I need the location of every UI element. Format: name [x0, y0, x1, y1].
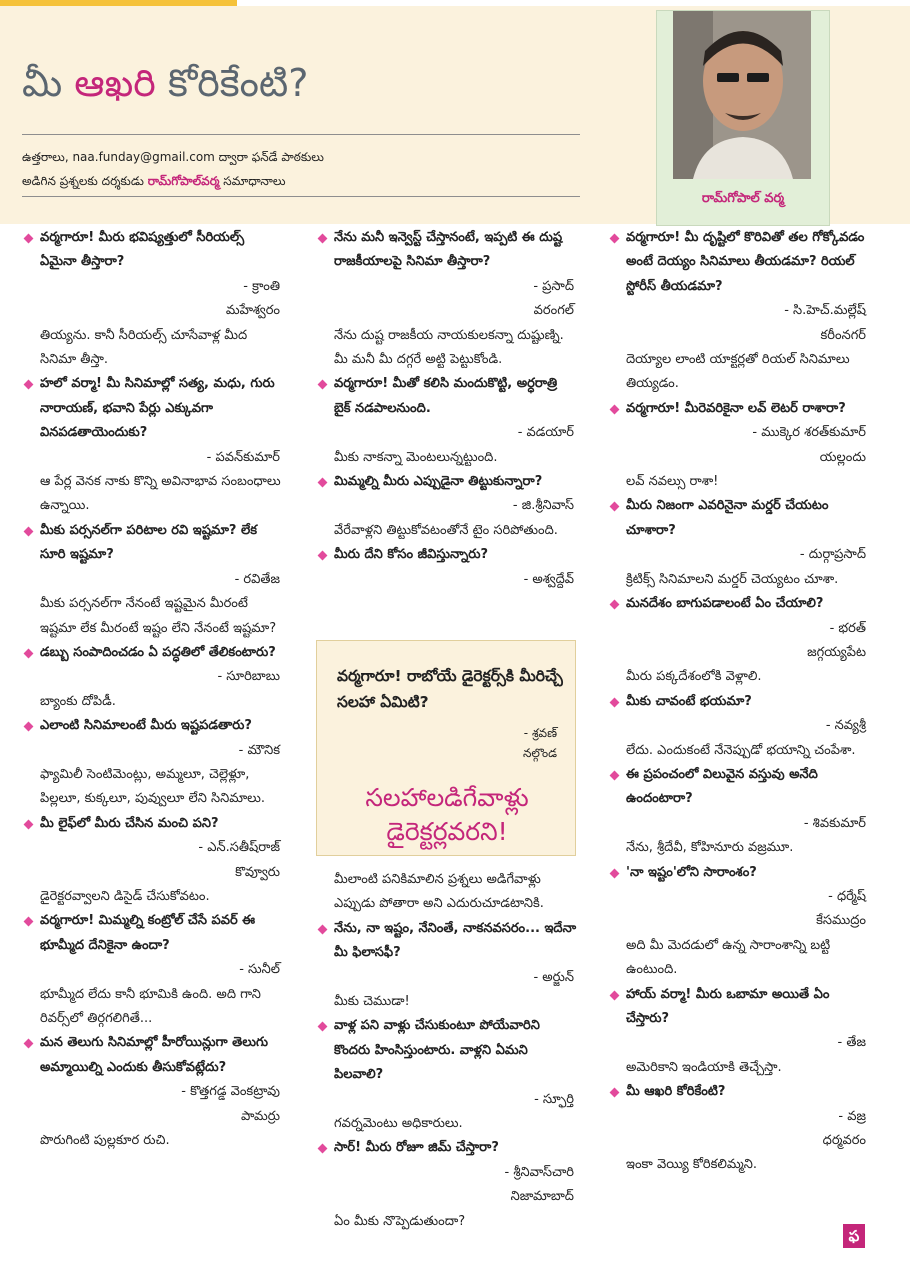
question-text: మనదేశం బాగుపడాలంటే ఏం చేయాలి? — [626, 596, 824, 612]
title-part-1: మీ — [22, 61, 75, 105]
portrait-image — [673, 11, 811, 179]
question-text: వర్మగారూ! మీరెవరికైనా లవ్ లెటర్ రాశారా? — [626, 400, 846, 416]
qa-item — [608, 763, 870, 861]
credit-line-2 — [22, 172, 286, 190]
qa-item — [608, 592, 870, 690]
question — [608, 983, 870, 1032]
question-text: వర్మగారూ! మీరు భవిష్యత్తులో సీరియల్స్ ఏమైనా తీస్తారా? — [40, 230, 245, 270]
question — [608, 861, 870, 885]
answer: అది మీ మెదడులో ఉన్న సారాంశాన్ని బట్టి ఉంటుంది. — [626, 937, 831, 978]
answer: లేదు. ఎందుకంటే నేనెప్పుడో భయాన్ని చంపేశా. — [626, 742, 856, 758]
director-name: రామ్‌గోపాల్‌వర్మ — [147, 174, 220, 188]
qa-item — [22, 714, 284, 812]
bullet-diamond-icon — [318, 551, 328, 561]
question — [316, 470, 578, 494]
bullet-diamond-icon — [610, 770, 620, 780]
asker-place: పామర్రు — [241, 1108, 280, 1124]
question — [22, 372, 284, 445]
asker: - తేజ — [837, 1035, 866, 1051]
answer: క్రిటిక్స్ సినిమాలని మర్డర్ చెయ్యటం చూశా. — [626, 571, 839, 587]
asker: - సూరిబాబు — [217, 669, 280, 685]
answer: ఆ పేర్ల వెనక నాకు కొన్ని అవినాభావ సంబంధాలు ఉన్నాయి. — [40, 474, 281, 514]
question-text: మీరు నిజంగా ఎవరినైనా మర్డర్ చేయటం చూశారా? — [626, 498, 829, 538]
bullet-diamond-icon — [318, 924, 328, 934]
credit-line-2-text: అడిగిన ప్రశ్నలకు దర్శకుడు — [22, 174, 148, 188]
qa-item — [608, 1080, 870, 1178]
qa-item — [608, 397, 870, 495]
asker-place: వరంగల్ — [533, 303, 574, 319]
qa-item — [316, 1014, 578, 1136]
question — [608, 763, 870, 812]
asker: - వజ్ర — [838, 1108, 866, 1124]
question-text: డబ్బు సంపాదించడం ఏ పద్ధతిలో తేలికంటారు? — [40, 644, 276, 660]
article-header — [0, 6, 910, 224]
qa-item — [316, 470, 578, 543]
bullet-diamond-icon — [610, 1088, 620, 1098]
column-2 — [316, 226, 578, 592]
title-part-3: కోరికేంటి? — [167, 61, 309, 105]
qa-item — [608, 690, 870, 763]
asker: - క్రాంతి — [243, 278, 280, 294]
asker: - అశ్వద్దేవ్ — [523, 571, 574, 587]
bullet-diamond-icon — [24, 648, 34, 658]
asker-place: జగ్గయ్యపేట — [807, 644, 866, 660]
answer: బ్యాంకు దోపిడీ. — [40, 693, 116, 709]
asker-place: యల్లందు — [819, 449, 866, 465]
answer: మీకు పర్సనల్‌గా నేనంటే ఇష్టమైన మీరంటే ఇష్టమా లేక మీరంటే ఇష్టం లేని నేనంటే ఇష్టమా? — [40, 596, 277, 636]
qa-item — [22, 641, 284, 714]
question — [316, 543, 578, 567]
question — [316, 1014, 578, 1087]
qa-item — [608, 983, 870, 1081]
qa-item — [22, 909, 284, 1031]
qa-item — [316, 226, 578, 372]
question-text: నేను మనీ ఇన్వెస్ట్ చేస్తానంటే, ఇప్పటి ఈ దుష్ట రాజకీయాలపై సినిమా తీస్తారా? — [334, 230, 563, 270]
bullet-diamond-icon — [610, 697, 620, 707]
bullet-diamond-icon — [24, 917, 34, 927]
answer: వేరేవాళ్లని తిట్టుకోవటంతోనే టైం సరిపోతుంది. — [334, 522, 558, 538]
answer: నేను, శ్రీదేవీ, కోహినూరు వజ్రమూ. — [626, 840, 794, 856]
answer: భూమ్మీద లేదు కానీ భూమికి ఉంది. అది గాని రివర్స్‌లో తిర్గగలిగితే... — [40, 986, 261, 1026]
bullet-diamond-icon — [318, 1144, 328, 1154]
asker: - శ్రీనివాస్‌చారి — [504, 1164, 574, 1180]
bullet-diamond-icon — [610, 404, 620, 414]
answer: దెయ్యాల లాంటి యాక్టర్లతో రియల్ సినిమాలు తియ్యడం. — [626, 352, 850, 392]
asker: - భరత్ — [829, 620, 866, 636]
asker: - స్ఫూర్తి — [534, 1091, 574, 1107]
question — [22, 714, 284, 738]
question — [316, 372, 578, 421]
title-part-2: ఆఖరి — [74, 61, 168, 105]
qa-item — [316, 917, 578, 1015]
question — [22, 812, 284, 836]
question — [608, 494, 870, 543]
column-2-continued — [316, 868, 578, 1234]
bullet-diamond-icon — [610, 600, 620, 610]
credit-line-1: ఉత్తరాలు, naa.funday@gmail.com ద్వారా ఫన్‌డే పాఠకులు — [22, 150, 324, 164]
asker-place: కరీంనగర్ — [820, 327, 866, 343]
page-marker-icon: ఫ — [843, 1224, 865, 1248]
callout-question: వర్మగారూ! రాబోయే డైరెక్టర్స్‌కి మీరిచ్చే సలహా ఏమిటి? — [337, 667, 563, 711]
asker: - జి.శ్రీనివాస్ — [512, 498, 574, 514]
answer: లవ్ నవల్సు రాశా! — [626, 474, 719, 490]
bullet-diamond-icon — [318, 380, 328, 390]
portrait-box — [656, 10, 830, 226]
credit-line-2-end: సమాధానాలు — [219, 174, 286, 188]
answer: ఏం మీకు నొప్పెడుతుందా? — [334, 1213, 466, 1229]
qa-item — [22, 519, 284, 641]
asker-place: నిజామాబాద్ — [510, 1189, 574, 1205]
answer: మీకు నాకన్నా మెంటలున్నట్టుంది. — [334, 449, 498, 465]
question — [22, 519, 284, 568]
qa-item — [608, 861, 870, 983]
bullet-diamond-icon — [24, 819, 34, 829]
header-rule-bottom — [22, 196, 580, 197]
bullet-diamond-icon — [610, 502, 620, 512]
asker: - శివకుమార్ — [803, 815, 866, 831]
bullet-diamond-icon — [24, 234, 34, 244]
bullet-diamond-icon — [318, 234, 328, 244]
column-3 — [608, 226, 870, 1178]
answer: మీరు పక్కదేశంలోకి వెళ్లాలి. — [626, 669, 762, 685]
question-text: వాళ్ల పని వాళ్లు చేసుకుంటూ పోయేవారిని కొందరు హింసిస్తుంటారు. వాళ్లని ఏమని పిలవాలి? — [334, 1018, 540, 1083]
qa-item — [608, 226, 870, 397]
question-text: మన తెలుగు సినిమాల్లో హీరోయిన్లుగా తెలుగు అమ్మాయిల్ని ఎందుకు తీసుకోవట్లేదు? — [40, 1035, 269, 1075]
question-text: హలో వర్మా! మీ సినిమాల్లో సత్య, మధు, గురు నారాయణ్, భవాని పేర్లు ఎక్కువగా వినపడతాయెందుకు? — [40, 376, 275, 441]
bullet-diamond-icon — [24, 526, 34, 536]
callout-asker-place: నల్గొండ — [522, 746, 557, 760]
asker-place: కొవ్వూరు — [235, 864, 280, 880]
qa-item — [22, 1031, 284, 1153]
asker: - దుర్గాప్రసాద్ — [799, 547, 866, 563]
question-text: సార్! మీరు రోజూ జిమ్ చేస్తారా? — [334, 1140, 499, 1156]
callout-answer-line-1: సలహాలడిగేవాళ్లు — [365, 783, 529, 812]
header-rule-top — [22, 134, 580, 135]
answer: గవర్నమెంటు అధికారులు. — [334, 1116, 463, 1132]
question-text: మీకు పర్సనల్‌గా పరిటాల రవి ఇష్టమా? లేక సూరి ఇష్టమా? — [40, 522, 257, 563]
column-1 — [22, 226, 284, 1153]
bullet-diamond-icon — [24, 722, 34, 732]
bullet-diamond-icon — [610, 868, 620, 878]
qa-item — [608, 494, 870, 592]
answer: మీలాంటి పనికిమాలిన ప్రశ్నలు అడిగేవాళ్లు ఎప్పుడు పోతారా అని ఎదురుచూడటానికి. — [334, 872, 544, 912]
callout-answer-line-2: డైరెక్టర్లవరని! — [386, 817, 508, 846]
qa-item — [316, 543, 578, 592]
question — [608, 1080, 870, 1104]
question — [316, 226, 578, 275]
qa-item — [22, 226, 284, 372]
answer: పొరుగింటి పుల్లకూర రుచి. — [40, 1133, 170, 1149]
asker-place: కేసముద్రం — [816, 913, 866, 929]
bullet-diamond-icon — [24, 380, 34, 390]
question-text: మీరు దేని కోసం జీవిస్తున్నారు? — [334, 547, 488, 563]
asker: - మౌనిక — [238, 742, 280, 758]
question-text: ఈ ప్రపంచంలో విలువైన వస్తువు అనేది ఉందంటారా? — [626, 766, 818, 807]
question — [22, 1031, 284, 1080]
asker: - సునీల్ — [239, 962, 280, 978]
bullet-diamond-icon — [24, 1039, 34, 1049]
qa-item — [316, 868, 578, 917]
question — [22, 226, 284, 275]
asker: - సి.హెచ్.మల్లేష్ — [784, 303, 866, 319]
callout-asker-name: - శ్రవణ్ — [523, 726, 557, 740]
asker: - వడయార్ — [517, 425, 574, 441]
qa-item — [316, 372, 578, 470]
bullet-diamond-icon — [610, 234, 620, 244]
asker: - ఎన్.సతీష్‌రాజ్ — [198, 840, 280, 856]
question-text: హాయ్ వర్మా! మీరు ఒబామా అయితే ఏం చేస్తారు? — [626, 986, 830, 1026]
callout-answer — [317, 781, 577, 849]
question — [608, 226, 870, 299]
question — [608, 592, 870, 616]
question — [608, 690, 870, 714]
asker: - ప్రసాద్ — [533, 278, 574, 294]
question — [608, 397, 870, 421]
answer: డైరెక్టరవ్వాలని డిసైడ్ చేసుకోవటం. — [40, 888, 210, 904]
asker-place: ధర్మవరం — [822, 1133, 866, 1149]
page-title — [22, 56, 308, 110]
qa-item — [22, 372, 284, 518]
question-text: వర్మగారూ! మిమ్మల్ని కంట్రోల్ చేసే పవర్ ఈ భూమ్మీద దేనికైనా ఉందా? — [40, 913, 256, 953]
asker: - పవన్‌కుమార్ — [206, 449, 280, 465]
callout-asker — [523, 723, 557, 763]
asker-place: మహేశ్వరం — [225, 303, 280, 319]
question-text: వర్మగారూ! మీతో కలిసి మందుకొట్టి, అర్ధరాత్రి బైక్ నడపాలనుంది. — [334, 376, 558, 416]
question — [316, 1136, 578, 1160]
answer: అమెరికాని ఇండియాకి తెచ్చేస్తా. — [626, 1059, 782, 1075]
bullet-diamond-icon — [318, 1022, 328, 1032]
question-text: వర్మగారూ! మీ దృష్టిలో కొరివితో తల గోక్కోవడం అంటే దెయ్యం సినిమాలు తీయడమా? రియల్ స్టోరీస్ తీయడమా? — [626, 230, 865, 294]
asker: - కొత్తగడ్డ వెంకట్రావు — [181, 1084, 280, 1100]
qa-item — [22, 812, 284, 910]
question-text: మీ లైఫ్‌లో మీరు చేసిన మంచి పని? — [40, 815, 219, 831]
answer: నేను దుష్ట రాజకీయ నాయకులకన్నా దుష్టుణ్ని. మీ మనీ మీ దగ్గరే అట్టి పెట్టుకోండి. — [334, 327, 564, 368]
answer: మీకు చెముడా! — [334, 994, 410, 1010]
portrait-photo — [673, 11, 811, 179]
asker: - రవితేజ — [234, 571, 280, 587]
question-text: 'నా ఇష్టం'లోని సారాంశం? — [626, 864, 757, 880]
highlight-callout — [316, 640, 576, 856]
question — [22, 641, 284, 665]
portrait-caption: రామ్‌గోపాల్ వర్మ — [701, 191, 785, 206]
question — [22, 909, 284, 958]
asker: - ధర్మేష్ — [828, 888, 866, 904]
answer: ఫ్యామిలీ సెంటిమెంట్లు, అమ్మలూ, చెల్లెళ్లూ, పిల్లలూ, కుక్కలూ, పువ్వులూ లేని సినిమాలు. — [40, 766, 266, 807]
answer: ఇంకా వెయ్యి కోరికలిమ్మని. — [626, 1157, 757, 1173]
bullet-diamond-icon — [610, 990, 620, 1000]
answer: తియ్యను. కానీ సీరియల్స్ చూసేవాళ్ల మీద సినిమా తీస్తా. — [40, 327, 248, 368]
question-text: నేను, నా ఇష్టం, నేనింతే, నాకనవసరం... ఇదేనా మీ ఫిలాసఫీ? — [334, 920, 577, 961]
question-text: ఎలాంటి సినిమాలంటే మీరు ఇష్టపడతారు? — [40, 718, 252, 734]
question-text: మిమ్మల్ని మీరు ఎప్పుడైనా తిట్టుకున్నారా? — [334, 474, 543, 490]
asker: - ముక్కెర శరత్‌కుమార్ — [752, 425, 866, 441]
bullet-diamond-icon — [318, 478, 328, 488]
question — [316, 917, 578, 966]
qa-item — [316, 1136, 578, 1234]
question-text: మీకు చావంటే భయమా? — [626, 693, 752, 709]
asker: - అర్జున్ — [533, 969, 574, 985]
question-text: మీ ఆఖరి కోరికేంటి? — [626, 1084, 726, 1100]
asker: - నవ్యశ్రీ — [825, 718, 866, 734]
